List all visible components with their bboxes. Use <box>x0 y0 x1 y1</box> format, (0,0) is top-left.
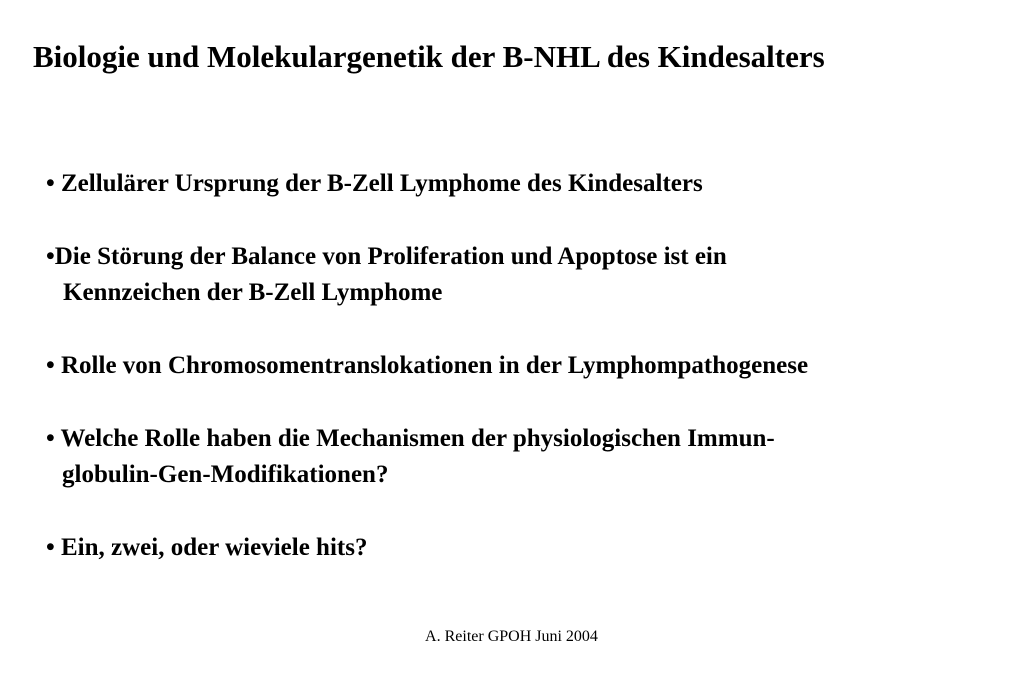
bullet-text: • Ein, zwei, oder wieviele hits? <box>46 534 368 561</box>
bullet-item-cellular-origin <box>46 166 703 202</box>
bullet-text-continuation: globulin-Gen-Modifikationen? <box>62 461 389 488</box>
slide-footer: A. Reiter GPOH Juni 2004 <box>425 628 598 645</box>
bullet-text: • Rolle von Chromosomentranslokationen in der Lymphompathogenese <box>46 352 809 379</box>
bullet-item-proliferation-apoptosis <box>46 239 727 311</box>
bullet-text: • Zellulärer Ursprung der B-Zell Lymphome des Kindesalters <box>46 170 703 197</box>
bullet-item-immunoglobulin-modifications <box>46 421 775 493</box>
bullet-text: • Welche Rolle haben die Mechanismen der physiologischen Immun- <box>46 425 775 452</box>
bullet-text: •Die Störung der Balance von Proliferation und Apoptose ist ein <box>46 243 727 270</box>
bullet-item-chromosome-translocations <box>46 348 808 384</box>
slide-title: Biologie und Molekulargenetik der B-NHL des Kindesalters <box>33 39 825 74</box>
bullet-text-continuation: Kennzeichen der B-Zell Lymphome <box>63 279 443 306</box>
bullet-item-hits <box>46 530 367 566</box>
